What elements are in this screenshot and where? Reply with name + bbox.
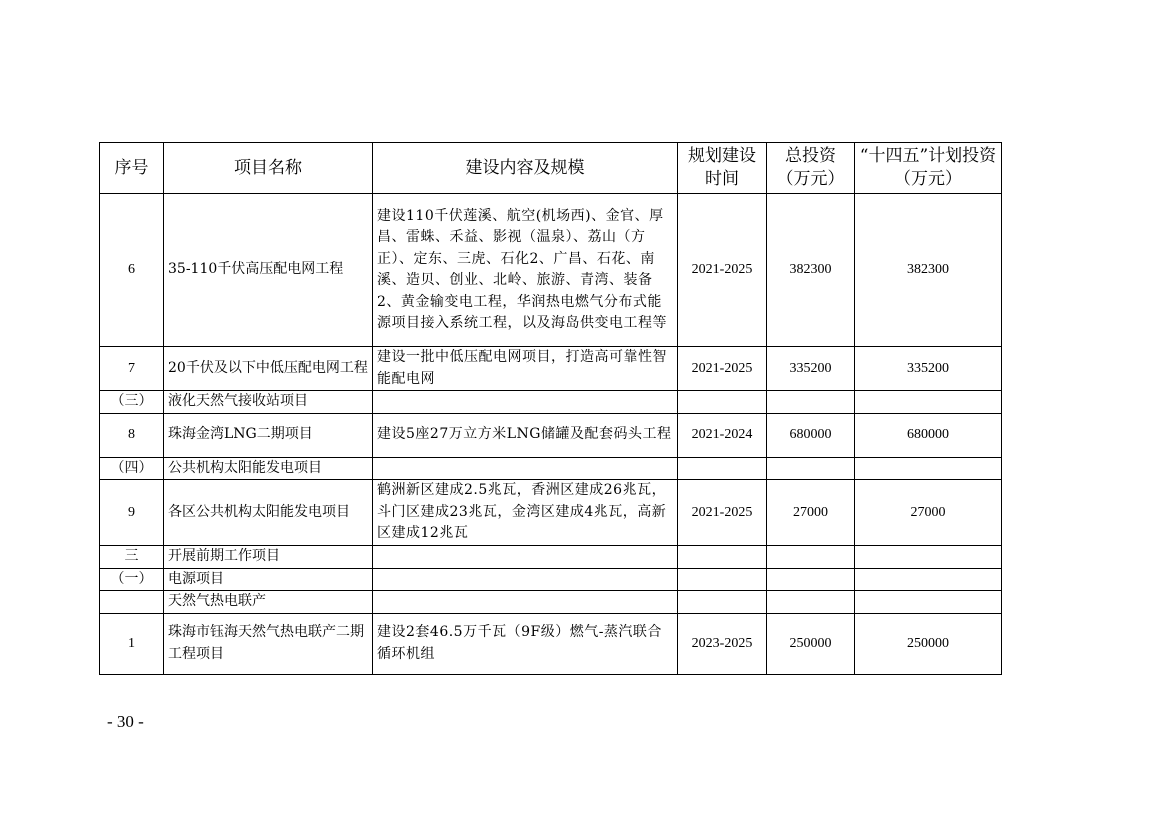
section-row <box>100 457 1002 480</box>
row-period: 2021-2025 <box>678 347 767 391</box>
section-name: 公共机构太阳能发电项目 <box>164 457 373 480</box>
header-name: 项目名称 <box>164 143 373 194</box>
page-number: - 30 - <box>107 712 144 731</box>
row-plan: 250000 <box>855 613 1002 674</box>
section-no: （四） <box>100 457 164 480</box>
table-row <box>100 480 1002 546</box>
row-period: 2021-2025 <box>678 480 767 546</box>
subsection-row <box>100 591 1002 614</box>
row-total: 382300 <box>767 194 855 347</box>
row-name: 珠海市钰海天然气热电联产二期工程项目 <box>164 613 373 674</box>
table-row <box>100 347 1002 391</box>
table-row <box>100 413 1002 457</box>
section-row <box>100 568 1002 591</box>
header-plan: “十四五”计划投资（万元） <box>855 143 1002 194</box>
row-total: 680000 <box>767 413 855 457</box>
row-no: 8 <box>100 413 164 457</box>
row-name: 20千伏及以下中低压配电网工程 <box>164 347 373 391</box>
section-no: （三） <box>100 391 164 414</box>
row-total: 335200 <box>767 347 855 391</box>
row-total: 27000 <box>767 480 855 546</box>
header-period: 规划建设时间 <box>678 143 767 194</box>
row-name: 各区公共机构太阳能发电项目 <box>164 480 373 546</box>
row-no: 6 <box>100 194 164 347</box>
header-content: 建设内容及规模 <box>373 143 678 194</box>
table-row <box>100 613 1002 674</box>
investment-table <box>99 142 1002 675</box>
row-period: 2021-2024 <box>678 413 767 457</box>
subsection-name: 天然气热电联产 <box>164 591 373 614</box>
section-name: 液化天然气接收站项目 <box>164 391 373 414</box>
row-content: 建设一批中低压配电网项目，打造高可靠性智能配电网 <box>373 347 678 391</box>
section-name: 开展前期工作项目 <box>164 546 373 569</box>
row-plan: 680000 <box>855 413 1002 457</box>
row-no: 1 <box>100 613 164 674</box>
row-name: 珠海金湾LNG二期项目 <box>164 413 373 457</box>
row-period: 2023-2025 <box>678 613 767 674</box>
row-plan: 382300 <box>855 194 1002 347</box>
section-no: （一） <box>100 568 164 591</box>
section-row <box>100 546 1002 569</box>
row-total: 250000 <box>767 613 855 674</box>
row-plan: 27000 <box>855 480 1002 546</box>
row-name: 35-110千伏高压配电网工程 <box>164 194 373 347</box>
table-row <box>100 194 1002 347</box>
header-row <box>100 143 1002 194</box>
row-content: 建设2套46.5万千瓦（9F级）燃气-蒸汽联合循环机组 <box>373 613 678 674</box>
row-content: 鹤洲新区建成2.5兆瓦，香洲区建成26兆瓦，斗门区建成23兆瓦，金湾区建成4兆瓦，高新区建成12兆瓦 <box>373 480 678 546</box>
section-row <box>100 391 1002 414</box>
section-name: 电源项目 <box>164 568 373 591</box>
row-content: 建设5座27万立方米LNG储罐及配套码头工程 <box>373 413 678 457</box>
row-content: 建设110千伏莲溪、航空(机场西)、金官、厚昌、雷蛛、禾益、影视（温泉）、荔山（方正）、定东、三虎、石化2、广昌、石花、南溪、造贝、创业、北岭、旅游、青湾、装备2、黄金输变电工程，华润热电燃气分布式能源项目接入系统工程，以及海岛供变电工程等 <box>373 194 678 347</box>
section-no: 三 <box>100 546 164 569</box>
row-plan: 335200 <box>855 347 1002 391</box>
header-total: 总投资（万元） <box>767 143 855 194</box>
row-no: 7 <box>100 347 164 391</box>
subsection-no <box>100 591 164 614</box>
header-no: 序号 <box>100 143 164 194</box>
row-no: 9 <box>100 480 164 546</box>
row-period: 2021-2025 <box>678 194 767 347</box>
